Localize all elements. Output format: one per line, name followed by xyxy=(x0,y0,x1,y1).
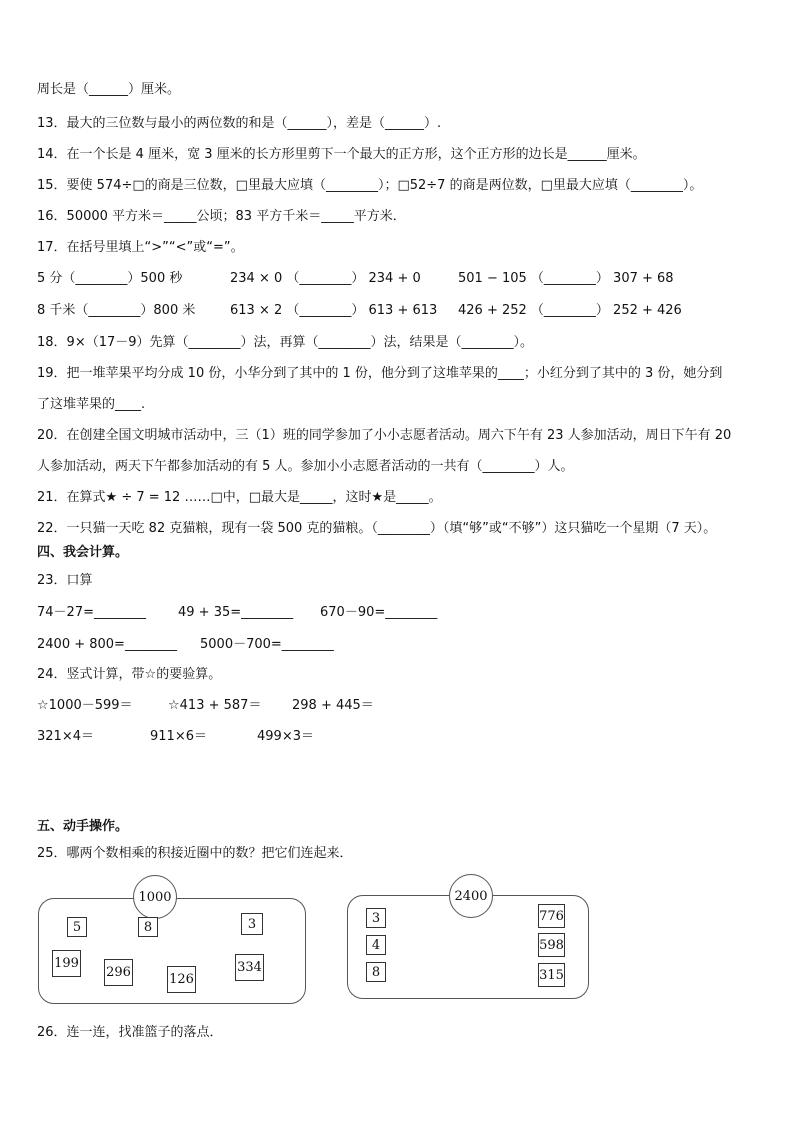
number-box[interactable]: 5 xyxy=(67,917,87,937)
question-17: 17．在括号里填上“>”“<”或“=”。 xyxy=(37,240,244,255)
question-19-line2: 了这堆苹果的____. xyxy=(37,397,146,412)
question-15: 15．要使 574÷□的商是三位数，□里最大应填（________）；□52÷7 的商是两位数，□里最大应填（________）。 xyxy=(37,178,703,193)
target-circle-left: 1000 xyxy=(133,875,177,919)
section-4-heading: 四、我会计算。 xyxy=(37,545,129,560)
question-13: 13．最大的三位数与最小的两位数的和是（______），差是（______）. xyxy=(37,116,442,131)
q24-row1-item2: ☆413 + 587＝ xyxy=(168,698,262,713)
question-18: 18．9×（17－9）先算（________）法，再算（________）法，结果是（________）。 xyxy=(37,335,534,350)
q23-row1-item2: 49 + 35=________ xyxy=(178,605,294,620)
question-22: 22．一只猫一天吃 82 克猫粮，现有一袋 500 克的猫粮。（________）（填“够”或“不够”）这只猫吃一个星期（7 天）。 xyxy=(37,521,717,536)
question-26: 26．连一连，找准篮子的落点． xyxy=(37,1025,223,1040)
q23-row1-item1: 74－27=________ xyxy=(37,605,146,620)
question-20-line2: 人参加活动，两天下午都参加活动的有 5 人。参加小小志愿者活动的一共有（________）人。 xyxy=(37,459,574,474)
number-box[interactable]: 315 xyxy=(538,963,565,987)
section-5-heading: 五、动手操作。 xyxy=(37,819,129,834)
number-box[interactable]: 3 xyxy=(366,908,386,928)
q24-row2-item3: 499×3＝ xyxy=(257,729,314,744)
question-21: 21．在算式★ ÷ 7 = 12 ……□中，□最大是_____，这时★是_____。 xyxy=(37,490,442,505)
q17-row1-item1: 5 分（________）500 秒 xyxy=(37,271,183,286)
q23-row2-item2: 5000－700=________ xyxy=(200,637,334,652)
question-25: 25．哪两个数相乘的积接近圈中的数？把它们连起来． xyxy=(37,846,353,861)
question-16: 16．50000 平方米＝_____公顷；83 平方千米＝_____平方米． xyxy=(37,209,406,224)
question-24: 24．竖式计算，带☆的要验算。 xyxy=(37,667,222,682)
number-box[interactable]: 334 xyxy=(235,954,264,981)
number-box[interactable]: 199 xyxy=(52,950,81,977)
q24-row2-item1: 321×4＝ xyxy=(37,729,94,744)
number-box[interactable]: 8 xyxy=(366,962,386,982)
q17-row2-item1: 8 千米（________）800 米 xyxy=(37,303,196,318)
q24-row1-item3: 298 + 445＝ xyxy=(292,698,374,713)
q24-row1-item1: ☆1000－599＝ xyxy=(37,698,133,713)
number-box[interactable]: 598 xyxy=(538,933,565,957)
target-circle-right: 2400 xyxy=(449,874,493,918)
number-box[interactable]: 8 xyxy=(138,917,158,937)
question-12-continuation: 周长是（______）厘米。 xyxy=(37,82,181,97)
question-23: 23．口算 xyxy=(37,573,93,588)
q17-row2-item2: 613 × 2 （________） 613 + 613 xyxy=(230,303,438,318)
q23-row1-item3: 670－90=________ xyxy=(320,605,438,620)
number-box[interactable]: 776 xyxy=(538,904,565,928)
q17-row2-item3: 426 + 252 （________） 252 + 426 xyxy=(458,303,682,318)
number-box[interactable]: 296 xyxy=(104,959,133,986)
q24-row2-item2: 911×6＝ xyxy=(150,729,207,744)
q23-row2-item1: 2400 + 800=________ xyxy=(37,637,177,652)
number-box[interactable]: 4 xyxy=(366,935,386,955)
question-14: 14．在一个长是 4 厘米，宽 3 厘米的长方形里剪下一个最大的正方形，这个正方形的边长是______厘米。 xyxy=(37,147,646,162)
question-19-line1: 19．把一堆苹果平均分成 10 份，小华分到了其中的 1 份，他分到了这堆苹果的____；小红分到了其中的 3 份，她分到 xyxy=(37,366,723,381)
question-20-line1: 20．在创建全国文明城市活动中，三（1）班的同学参加了小小志愿者活动。周六下午有 23 人参加活动，周日下午有 20 xyxy=(37,428,732,443)
q17-row1-item2: 234 × 0 （________） 234 + 0 xyxy=(230,271,421,286)
number-box[interactable]: 3 xyxy=(241,913,263,935)
number-box[interactable]: 126 xyxy=(167,966,196,993)
q17-row1-item3: 501 − 105 （________） 307 + 68 xyxy=(458,271,674,286)
